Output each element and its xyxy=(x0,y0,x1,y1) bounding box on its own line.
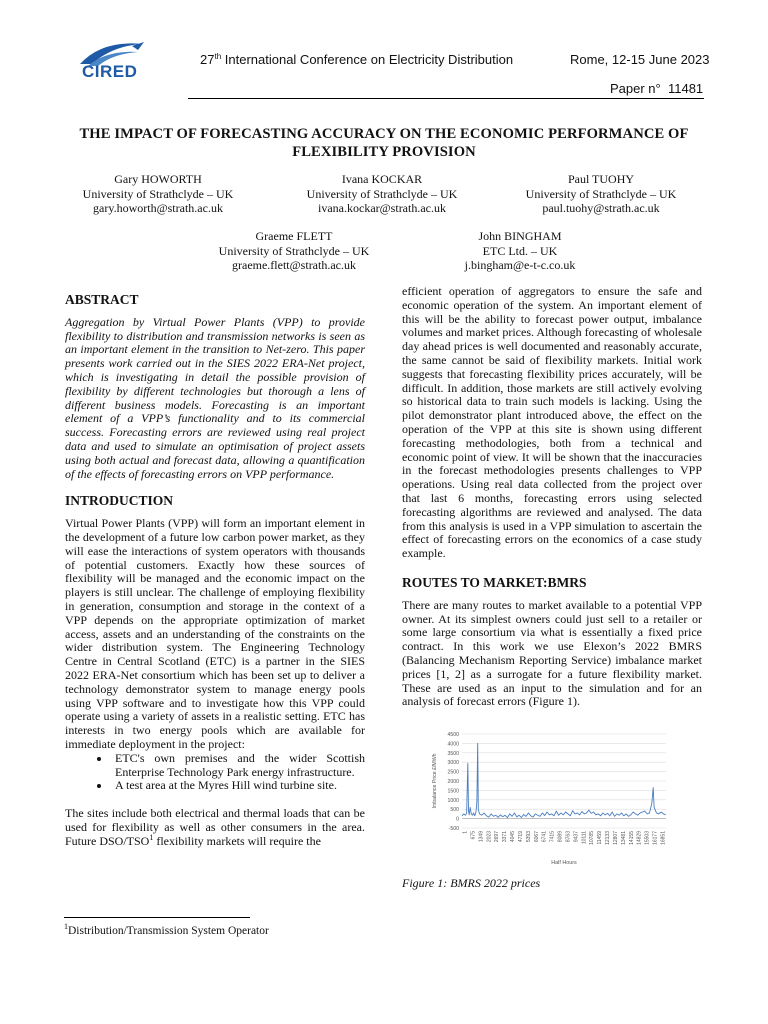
conference-name: 27th International Conference on Electricity Distribution xyxy=(200,52,514,67)
x-tick-label: 12133 xyxy=(605,831,612,845)
footnote-marker: 1 xyxy=(149,832,154,842)
author-name: Graeme FLETT xyxy=(255,229,333,243)
y-tick-label: -500 xyxy=(448,826,459,832)
x-tick-label: 16177 xyxy=(652,831,659,845)
left-column xyxy=(65,293,365,848)
author-block xyxy=(286,172,478,216)
x-tick-label: 4719 xyxy=(517,831,524,843)
x-tick-label: 14155 xyxy=(628,831,635,845)
author-block xyxy=(444,229,596,273)
author-name: Ivana KOCKAR xyxy=(341,172,423,186)
x-tick-label: 8089 xyxy=(557,831,564,843)
routes-paragraph: There are many routes to market available to a potential VPP owner. At its simplest owners could just sell to a retailer or some large consortium via what is essentially a fixed price contract. In this work we use Elexon’s 2022 BMRS (Balancing Mechanism Reporting Service) imbalance market prices [1, 2] as a surrogate for a future flexibility market. These are used as an input to the simulation and for an analysis of forecast errors (Figure 1). xyxy=(402,597,702,709)
author-name: Paul TUOHY xyxy=(567,172,635,186)
x-tick-label: 13481 xyxy=(620,831,627,845)
y-tick-label: 1000 xyxy=(447,797,459,804)
bmrs-price-chart xyxy=(430,730,670,868)
footnote xyxy=(64,922,269,937)
y-tick-label: 2000 xyxy=(447,779,459,785)
author-name: Gary HOWORTH xyxy=(114,172,202,186)
x-tick-label: 15503 xyxy=(644,831,651,845)
x-tick-label: 3371 xyxy=(502,831,509,843)
x-tick-label: 675 xyxy=(470,831,477,840)
introduction-continued: efficient operation of aggregators to ensure the safe and economic operation of the system. An important element of this will be the ability to forecast power output, imbalance volumes and market prices. Although forecasting of wholesale day ahead prices is well documented and reasonably accurate, the same cannot be said of flexibility markets. Initial work suggests that forecasting flexibility prices accurately, will be difficult. In addition, those markets are still actively evolving so historical data to train such models is lacking. Using the pilot demonstrator plant introduced above, the effect on the operation of the VPP at this site is shown using different forecasting methodologies, both from a technical and economic point of view. It will be shown that the inaccuracies in the forecast methodologies presents challenges to VPP operations. Using real data collected from the project over that last 6 months, forecasting errors using selected forecasting algorithms are reviewed and analysed. The data from this analysis is used in a VPP simulation to ascertain the effect of forecasting errors on the economics of a case study example. xyxy=(402,284,702,561)
cired-logo-text: CIRED xyxy=(82,62,138,81)
y-tick-label: 4000 xyxy=(447,741,459,748)
abstract-heading: ABSTRACT xyxy=(65,292,139,307)
site-list xyxy=(65,752,365,793)
author-email: graeme.flett@strath.ac.uk xyxy=(232,258,356,272)
x-tick-label: 7415 xyxy=(549,831,556,843)
footnote-rule xyxy=(64,917,250,918)
y-tick-label: 500 xyxy=(450,807,459,814)
list-item: • ETC's own premises and the wider Scottish Enterprise Technology Park energy infrastructure. xyxy=(111,752,365,780)
right-column xyxy=(402,285,702,709)
author-email: ivana.kockar@strath.ac.uk xyxy=(318,201,446,215)
introduction-paragraph: Virtual Power Plants (VPP) will form an important element in the development of a future low carbon power market, as they will ease the interactions of system operators with thousands of potential customers. Exactly how these sources of flexibility will be managed and the economic impact on the players is still unclear. The challenge of employing flexibility in generation, consumption and storage in the context of a VPP depends on the appropriate optimization of market access, assets and an understanding of the constraints on the wider distribution system. The Engineering Technology Centre in Central Scotland (ETC) is a partner in the SIES 2022 ERA-Net consortium which has been set up to deliver a technology demonstrator system to manage energy pools using VPP software and to investigate how this VPP could operate using a variety of assets in a realistic setting. ETC has interests in two energy pools which are available for immediate deployment in the project: xyxy=(65,516,365,751)
author-name: John BINGHAM xyxy=(478,229,562,243)
author-affiliation: University of Strathclyde – UK xyxy=(82,186,234,201)
author-affiliation: ETC Ltd. – UK xyxy=(482,243,558,258)
x-tick-label: 6741 xyxy=(541,831,548,843)
paper-title: THE IMPACT OF FORECASTING ACCURACY ON THE ECONOMIC PERFORMANCE OF FLEXIBILITY PROVISION xyxy=(79,126,689,160)
y-tick-label: 1500 xyxy=(447,788,459,795)
author-email: gary.howorth@strath.ac.uk xyxy=(93,201,223,215)
footnote-text: Distribution/Transmission System Operator xyxy=(68,925,269,937)
figure-caption: Figure 1: BMRS 2022 prices xyxy=(402,876,541,890)
introduction-paragraph-2: The sites include both electrical and thermal loads that can be used for flexibility as well as other consumers in the area. Future DSO/TSO$^1$ flexibility markets will require the xyxy=(65,806,365,848)
introduction-heading: INTRODUCTION xyxy=(65,493,174,509)
paper-number: Paper n° 11481 xyxy=(610,81,704,96)
x-tick-label: 8763 xyxy=(565,831,572,843)
author-block xyxy=(62,172,254,216)
author-email: j.bingham@e-t-c.co.uk xyxy=(464,258,576,272)
abstract-text: Aggregation by Virtual Power Plants (VPP) to provide flexibility to distribution and transmission networks is seen as an important element in the transition to Net-zero. This paper presents work carried out in the SIES 2022 ERA-Net project, which is investigating in detail the possible provision of flexibility by different technologies but thorough a lens of different business models. Forecasting is an important element of a VPP’s functionality and to its commercial success. Forecasting errors are reviewed using real project data and used to simulate an optimisation of project assets using both actual and forecast data, allowing a quantification of the effects of forecasting errors on VPP performance. xyxy=(65,314,365,481)
author-email: paul.tuohy@strath.ac.uk xyxy=(542,201,660,215)
author-affiliation: University of Strathclyde – UK xyxy=(306,186,458,201)
x-tick-label: 2697 xyxy=(494,831,501,843)
x-tick-label: 10785 xyxy=(589,831,596,845)
x-tick-label: 6067 xyxy=(533,831,540,843)
list-item: • A test area at the Myres Hill wind turbine site. xyxy=(111,779,365,793)
y-tick-label: 4500 xyxy=(447,732,459,738)
y-axis-label: Imbalance Price £/MWh xyxy=(432,753,438,809)
x-tick-label: 2023 xyxy=(486,831,493,843)
y-tick-label: 2500 xyxy=(447,769,459,776)
x-tick-label: 1349 xyxy=(478,831,485,843)
author-affiliation: University of Strathclyde – UK xyxy=(218,243,370,258)
x-axis-label: Half Hours xyxy=(551,860,577,866)
x-tick-label: 10111 xyxy=(581,831,588,845)
x-tick-label: 12807 xyxy=(612,831,619,845)
cired-logo xyxy=(72,40,154,82)
x-tick-label: 5393 xyxy=(525,831,532,843)
y-tick-label: 3000 xyxy=(447,760,459,767)
x-tick-label: 14829 xyxy=(636,831,643,845)
author-affiliation: University of Strathclyde – UK xyxy=(525,186,677,201)
series-line xyxy=(462,743,666,817)
x-tick-label: 9437 xyxy=(573,831,580,843)
header-rule xyxy=(188,98,704,99)
y-tick-label: 0 xyxy=(456,816,459,823)
routes-heading: ROUTES TO MARKET:BMRS xyxy=(402,574,587,590)
footnote-mark: 1 xyxy=(64,922,68,931)
y-tick-label: 3500 xyxy=(447,750,459,757)
location-date: Rome, 12-15 June 2023 xyxy=(570,52,710,67)
author-block xyxy=(500,172,702,216)
author-block xyxy=(196,229,392,273)
x-tick-label: 11459 xyxy=(597,831,604,845)
x-tick-label: 1 xyxy=(462,831,469,834)
x-tick-label: 16851 xyxy=(660,831,667,845)
x-tick-label: 4045 xyxy=(510,831,517,843)
